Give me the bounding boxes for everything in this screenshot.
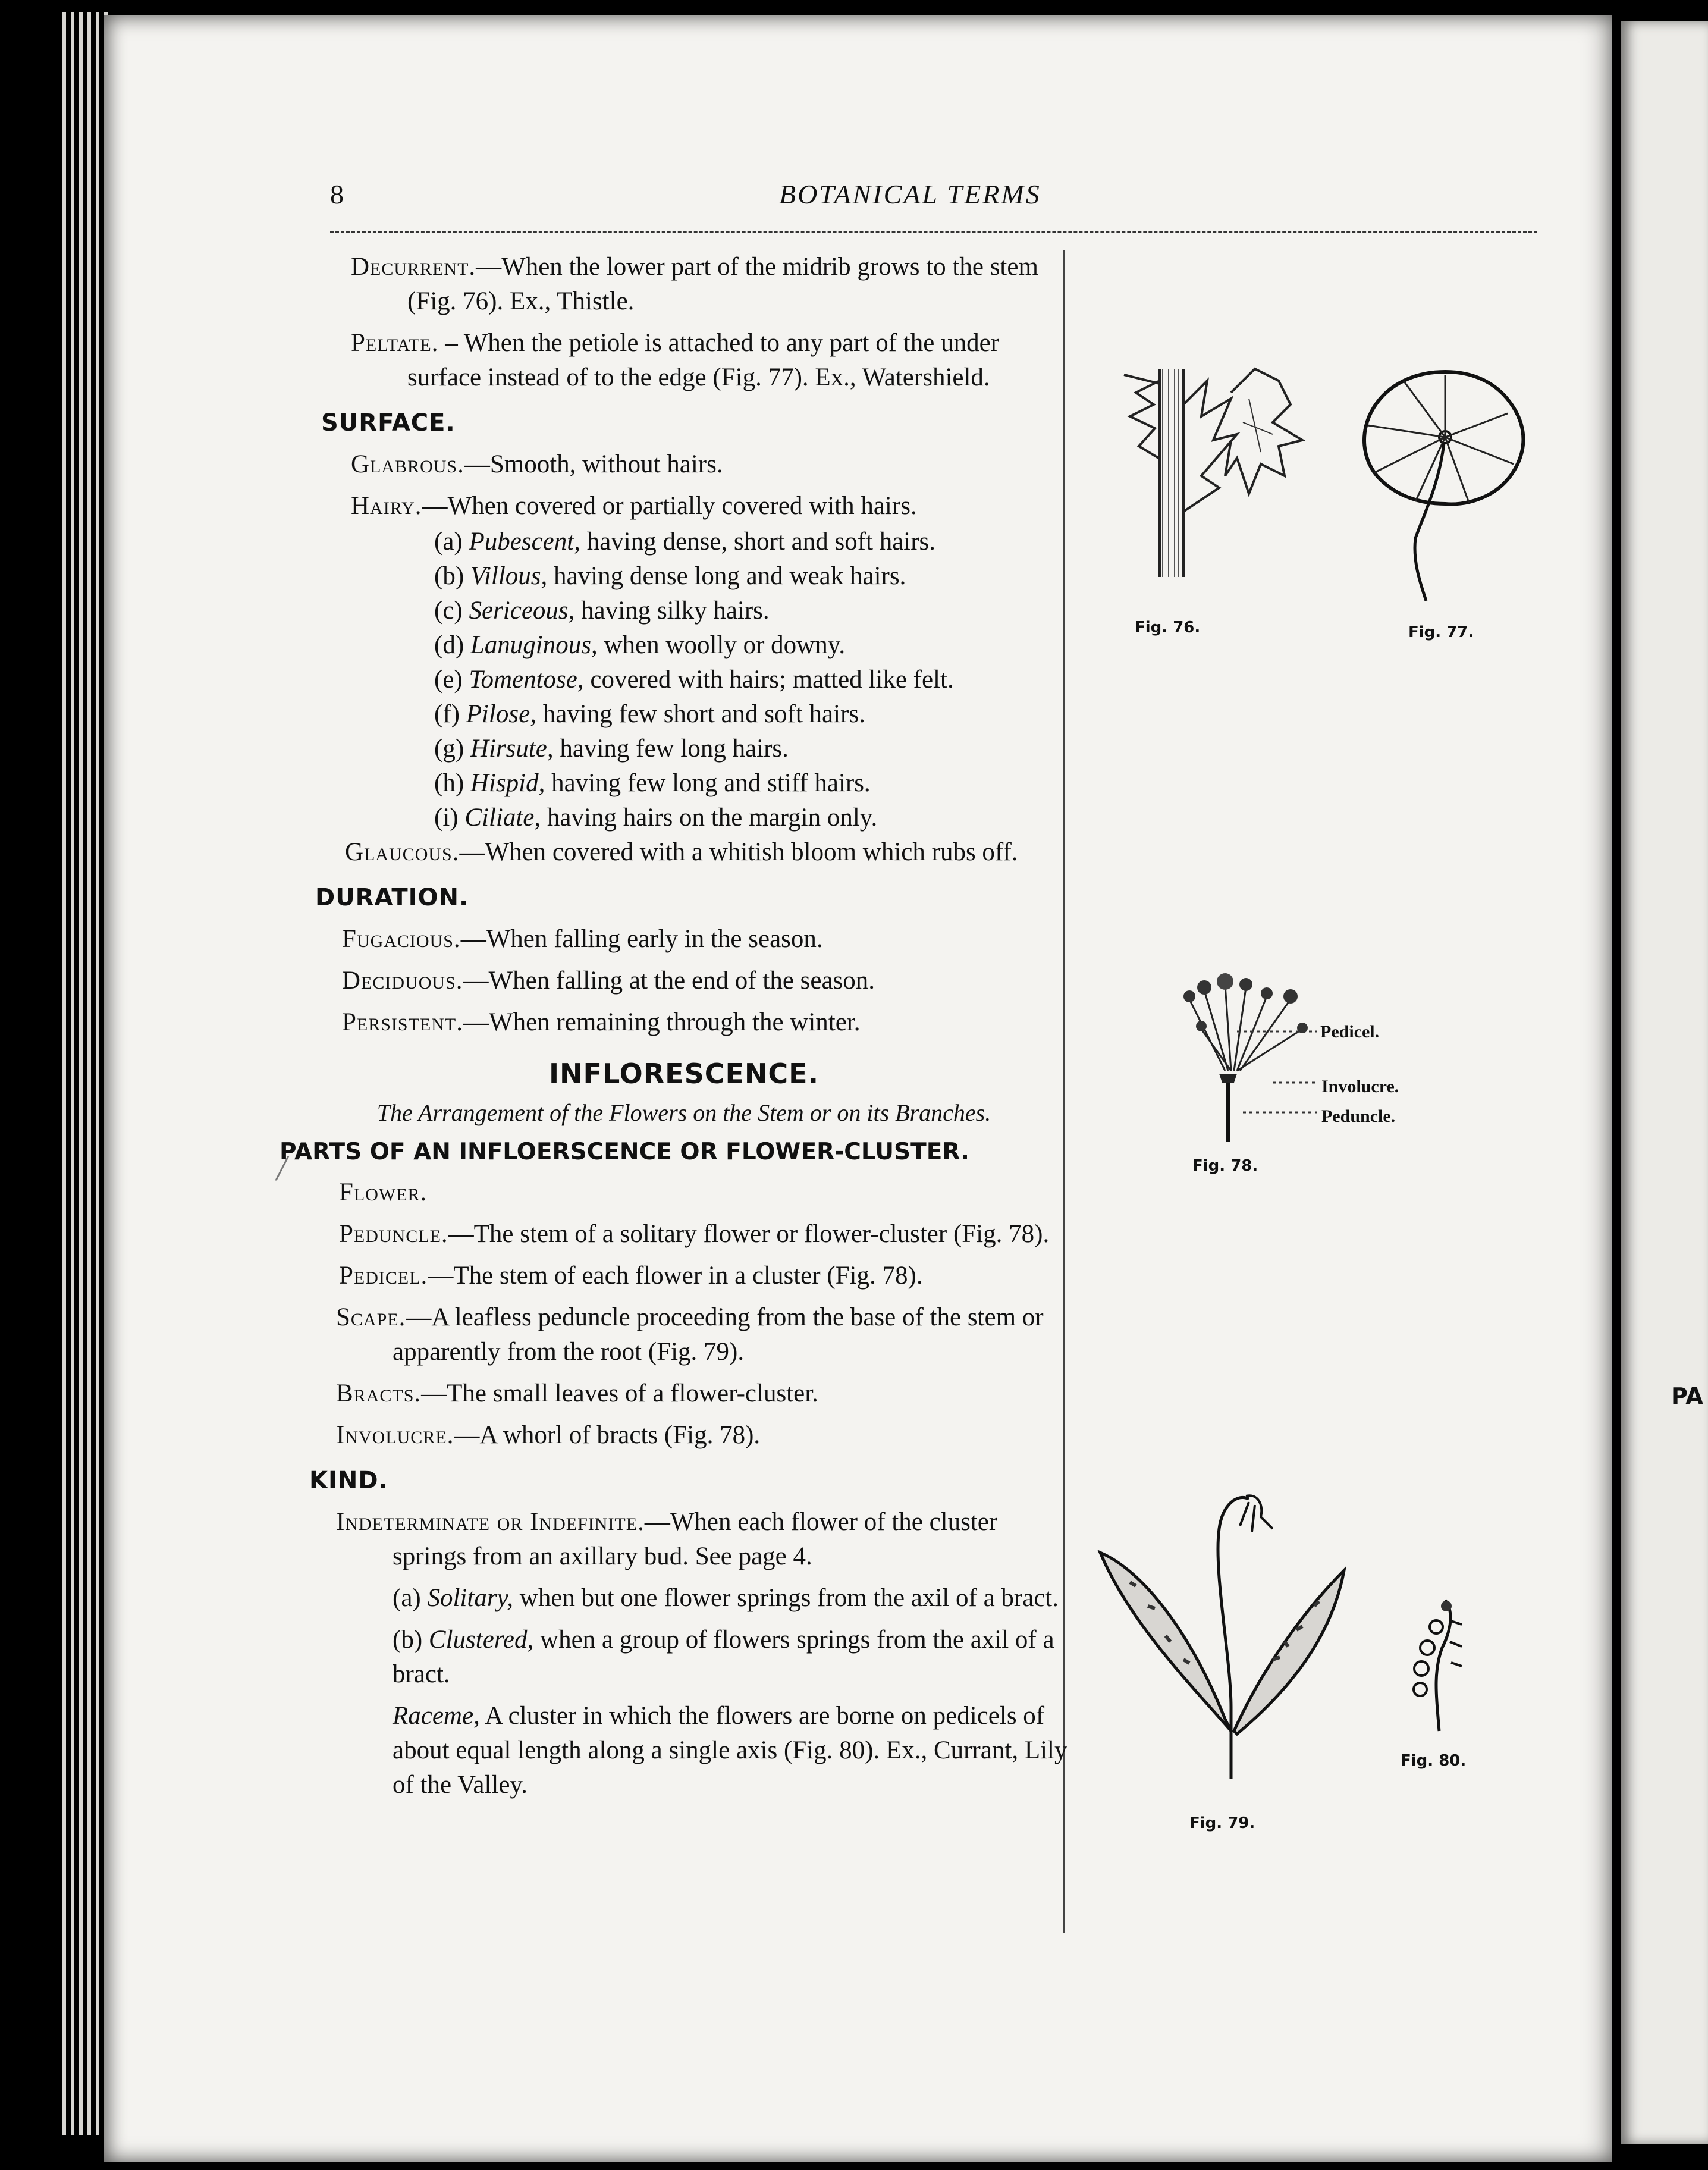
fig-78-label-pedicel: Pedicel. — [1320, 1022, 1380, 1042]
item-mark: (i) — [434, 804, 459, 832]
heading-duration: DURATION. — [315, 884, 469, 911]
fig-79-illustration — [1094, 1481, 1356, 1790]
term-bracts: Bracts. — [336, 1379, 422, 1407]
item-mark: (b) — [434, 562, 464, 590]
item-name: Lanuginous, — [470, 631, 598, 659]
item-name: Hirsute, — [470, 735, 554, 763]
item-mark: (g) — [434, 735, 464, 763]
hairy-item — [434, 801, 1070, 835]
entry-involucre — [336, 1418, 1070, 1453]
item-name: Ciliate, — [464, 804, 541, 832]
fig-80-illustration — [1404, 1594, 1469, 1737]
entry-glabrous — [351, 447, 1070, 482]
item-text: having few long hairs. — [553, 735, 789, 763]
item-mark: (h) — [434, 769, 464, 797]
def-peltate: – When the petiole is attached to any part of the under surface instead of to the edge (Fig. 77). Ex., Watershield. — [407, 329, 999, 391]
inflorescence-title: INFLORESCENCE. — [548, 1058, 820, 1090]
kind-b-mark: (b) — [393, 1626, 423, 1654]
def-glaucous: —When covered with a whitish bloom which rubs off. — [459, 838, 1018, 866]
item-name: Tomentose, — [469, 666, 584, 694]
heading-parts: PARTS OF AN INFLOERSCENCE OR FLOWER-CLUSTER. — [280, 1139, 969, 1165]
def-glabrous: —Smooth, without hairs. — [464, 450, 723, 478]
term-peltate: Peltate. — [351, 329, 439, 357]
fig-80-caption: Fig. 80. — [1401, 1752, 1467, 1770]
fig-78-leader-lines — [1237, 1029, 1320, 1118]
entry-peltate — [351, 326, 1070, 395]
item-text: covered with hairs; matted like felt. — [583, 666, 954, 694]
def-indeterminate: —When each flower of the cluster springs from an axillary bud. See page 4. — [393, 1508, 998, 1570]
entry-glaucous — [345, 835, 1070, 870]
entry-scape — [336, 1300, 1070, 1369]
item-text: having dense, short and soft hairs. — [580, 528, 936, 556]
raceme-name: Raceme, — [393, 1702, 480, 1730]
fig-78-caption: Fig. 78. — [1192, 1157, 1258, 1175]
item-text: having hairs on the margin only. — [541, 804, 878, 832]
kind-a-mark: (a) — [393, 1584, 421, 1612]
def-bracts: —The small leaves of a flower-cluster. — [421, 1379, 818, 1407]
term-glaucous: Glaucous. — [345, 838, 460, 866]
fig-76-caption: Fig. 76. — [1135, 619, 1201, 636]
term-deciduous: Deciduous. — [342, 967, 463, 995]
item-text: having silky hairs. — [574, 597, 770, 625]
term-indeterminate: Indeterminate or Indefinite. — [336, 1508, 645, 1536]
item-name: Hispid, — [470, 769, 545, 797]
term-peduncle: Peduncle. — [339, 1220, 448, 1248]
def-persistent: —When remaining through the winter. — [463, 1008, 861, 1036]
hairy-item — [434, 525, 1070, 559]
hairy-item — [434, 628, 1070, 663]
def-decurrent: —When the lower part of the midrib grows to the stem (Fig. 76). Ex., Thistle. — [407, 253, 1038, 315]
running-head: BOTANICAL TERMS — [779, 179, 1041, 209]
entry-indeterminate — [336, 1505, 1070, 1574]
hairy-list — [297, 525, 1070, 835]
item-mark: (a) — [434, 528, 463, 556]
term-hairy: Hairy. — [351, 492, 422, 520]
hairy-item — [434, 766, 1070, 801]
page-number: 8 — [330, 179, 344, 209]
heading-surface: SURFACE. — [321, 409, 456, 437]
fig-78-label-involucre: Involucre. — [1321, 1077, 1399, 1096]
entry-raceme — [393, 1699, 1070, 1802]
entry-bracts — [336, 1376, 1070, 1411]
item-name: Sericeous, — [469, 597, 575, 625]
hairy-item — [434, 663, 1070, 697]
entry-pedicel — [339, 1259, 1070, 1293]
kind-b-text: when a group of flowers springs from the axil of a bract. — [393, 1626, 1054, 1688]
kind-a-name: Solitary, — [427, 1584, 514, 1612]
page-header — [330, 178, 1085, 220]
term-scape: Scape. — [336, 1303, 406, 1331]
item-mark: (f) — [434, 700, 460, 728]
hairy-item — [434, 697, 1070, 732]
def-scape: —A leafless peduncle proceeding from the base of the stem or apparently from the root (Fig. 79). — [393, 1303, 1044, 1366]
hairy-item — [434, 594, 1070, 628]
term-involucre: Involucre. — [336, 1421, 454, 1449]
entry-decurrent — [351, 250, 1070, 319]
hairy-item — [434, 559, 1070, 594]
inflorescence-subtitle: The Arrangement of the Flowers on the Stem or on its Branches. — [376, 1099, 991, 1126]
item-mark: (c) — [434, 597, 463, 625]
entry-deciduous — [342, 964, 1070, 998]
term-decurrent: Decurrent. — [351, 253, 476, 281]
def-pedicel: —The stem of each flower in a cluster (Fig. 78). — [428, 1262, 923, 1290]
entry-fugacious — [342, 922, 1070, 957]
item-name: Pilose, — [466, 700, 536, 728]
raceme-text: A cluster in which the flowers are borne on pedicels of about equal length along a single axis (Fig. 80). Ex., Currant, Lily of the Valley. — [393, 1702, 1068, 1799]
def-deciduous: —When falling at the end of the season. — [463, 967, 875, 995]
fig-77-illustration — [1356, 366, 1534, 604]
entry-persistent — [342, 1005, 1070, 1040]
fig-78-label-peduncle: Peduncle. — [1321, 1106, 1396, 1126]
kind-b-name: Clustered, — [428, 1626, 534, 1654]
entry-hairy — [351, 489, 1070, 523]
text-column — [280, 250, 1070, 1810]
facing-page — [1621, 21, 1708, 2144]
term-flower: Flower. — [339, 1178, 428, 1206]
def-peduncle: —The stem of a solitary flower or flower-cluster (Fig. 78). — [448, 1220, 1050, 1248]
term-glabrous: Glabrous. — [351, 450, 464, 478]
pencil-tick-mark: / — [277, 1149, 287, 1188]
item-mark: (d) — [434, 631, 464, 659]
entry-flower — [339, 1175, 1070, 1210]
header-rule — [330, 231, 1537, 233]
item-name: Villous, — [470, 562, 548, 590]
item-text: when woolly or downy. — [597, 631, 846, 659]
hairy-item — [434, 732, 1070, 766]
entry-kind-a — [393, 1581, 1070, 1616]
facing-page-fragment: PA — [1671, 1383, 1703, 1409]
item-mark: (e) — [434, 666, 463, 694]
def-hairy: —When covered or partially covered with hairs. — [422, 492, 917, 520]
entry-kind-b — [393, 1623, 1070, 1692]
fig-77-caption: Fig. 77. — [1408, 623, 1474, 641]
def-involucre: —A whorl of bracts (Fig. 78). — [454, 1421, 761, 1449]
item-text: having few long and stiff hairs. — [545, 769, 871, 797]
term-pedicel: Pedicel. — [339, 1262, 428, 1290]
item-text: having few short and soft hairs. — [536, 700, 865, 728]
entry-peduncle — [339, 1217, 1070, 1252]
heading-kind: KIND. — [309, 1467, 388, 1494]
term-persistent: Persistent. — [342, 1008, 463, 1036]
fig-76-illustration — [1112, 357, 1314, 583]
item-name: Pubescent, — [469, 528, 580, 556]
kind-a-text: when but one flower springs from the axil of a bract. — [513, 1584, 1059, 1612]
term-fugacious: Fugacious. — [342, 925, 461, 953]
item-text: having dense long and weak hairs. — [547, 562, 906, 590]
fig-79-caption: Fig. 79. — [1189, 1814, 1255, 1832]
def-fugacious: —When falling early in the season. — [460, 925, 823, 953]
